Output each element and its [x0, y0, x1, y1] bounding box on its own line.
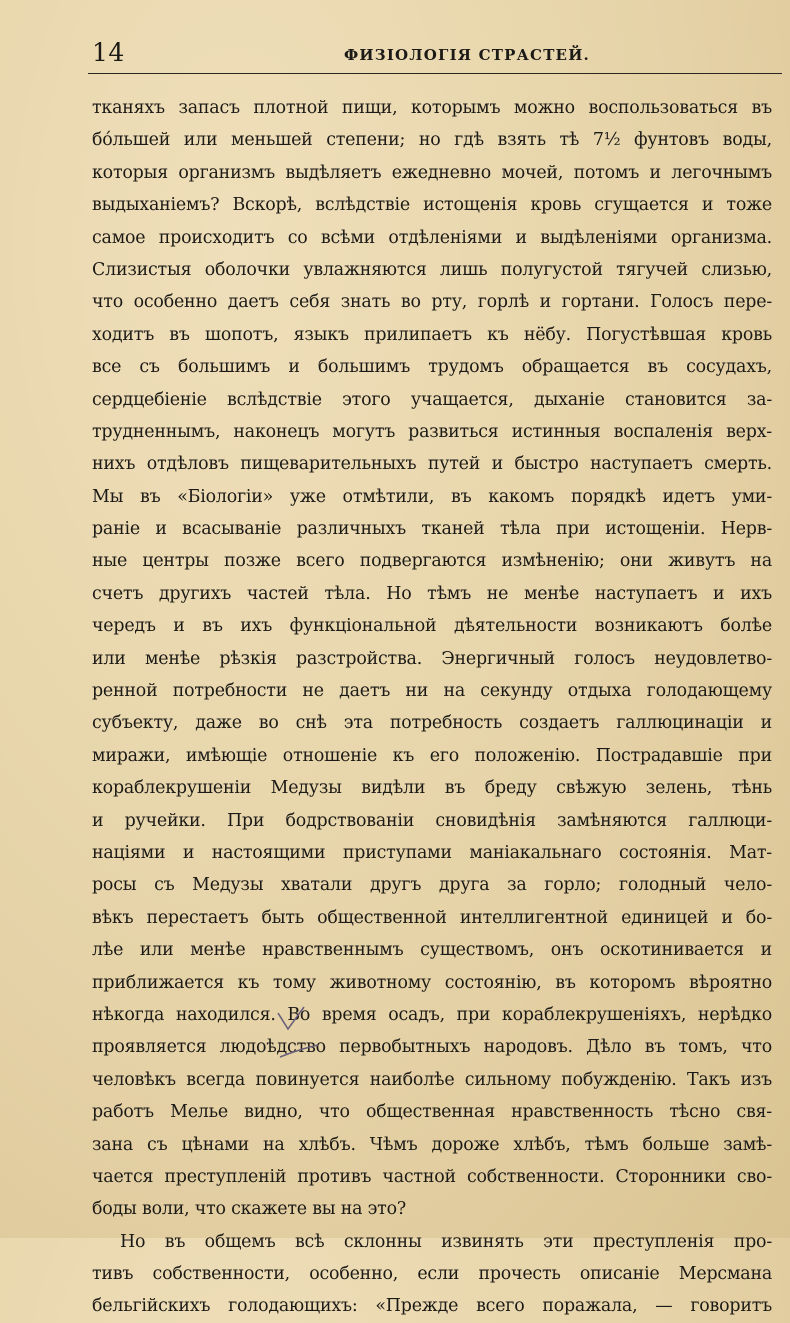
- pencil-annotation-mark: [270, 1005, 330, 1065]
- text-line: боды воли, что скажете вы на это?: [92, 1199, 406, 1220]
- text-line: счетъ другихъ частей тѣла. Но тѣмъ не менѣе наступаетъ и ихъ: [92, 583, 772, 604]
- text-line: работъ Мелье видно, что общественная нравственность тѣсно свя-: [92, 1102, 772, 1123]
- text-line: приближается къ тому животному состоянію, въ которомъ вѣроятно: [92, 972, 772, 993]
- text-line: ренной потребности не даетъ ни на секунду отдыха голодающему: [92, 681, 772, 702]
- text-line: бельгійскихъ голодающихъ: «Прежде всего поражала, — говоритъ: [92, 1296, 772, 1317]
- text-line: все съ большимъ и большимъ трудомъ обращается въ сосудахъ,: [92, 357, 772, 378]
- text-line: націями и настоящими приступами маніакальнаго состоянія. Мат-: [92, 842, 772, 863]
- text-line: бóльшей или меньшей степени; но гдѣ взять тѣ 7½ фунтовъ воды,: [92, 130, 772, 151]
- text-line: ные центры позже всего подвергаются измѣненію; они живутъ на: [92, 551, 772, 572]
- header-rule: [88, 73, 782, 74]
- text-line: субъекту, даже во снѣ эта потребность создаетъ галлюцинаціи и: [92, 713, 772, 734]
- text-line: раніе и всасываніе различныхъ тканей тѣла при истощеніи. Нерв-: [92, 519, 772, 540]
- text-line: проявляется людоѣдство первобытныхъ народовъ. Дѣло въ томъ, что: [92, 1037, 772, 1058]
- text-line: лѣе или менѣе нравственнымъ существомъ, онъ оскотинивается и: [92, 940, 772, 961]
- text-line: человѣкъ всегда повинуется наиболѣе сильному побужденію. Такъ изъ: [92, 1069, 772, 1090]
- text-line: нихъ отдѣловъ пищеварительныхъ путей и быстро наступаетъ смерть.: [92, 454, 772, 475]
- text-line: кораблекрушеніи Медузы видѣли въ бреду свѣжую зелень, тѣнь: [92, 778, 772, 799]
- running-head: [92, 38, 782, 72]
- text-line: зана съ цѣнами на хлѣбъ. Чѣмъ дороже хлѣбъ, тѣмъ больше замѣ-: [92, 1134, 772, 1155]
- text-line: или менѣе рѣзкія разстройства. Энергичный голосъ неудовлетво-: [92, 648, 772, 669]
- text-line: что особенно даетъ себя знать во рту, горлѣ и гортани. Голосъ пере-: [92, 292, 772, 313]
- text-line: миражи, имѣющіе отношеніе къ его положенію. Пострадавшіе при: [92, 745, 772, 766]
- text-line: чередъ и въ ихъ функціональной дѣятельности возникаютъ болѣе: [92, 616, 772, 637]
- text-line: которыя организмъ выдѣляетъ ежедневно мочей, потомъ и легочнымъ: [92, 162, 772, 183]
- text-line: самое происходитъ со всѣми отдѣленіями и выдѣленіями организма.: [92, 227, 772, 248]
- paragraph-start-line: Но въ общемъ всѣ склонны извинять эти преступленія про-: [120, 1231, 772, 1252]
- text-line: и ручейки. При бодрствованіи сновидѣнія замѣняются галлюци-: [92, 810, 772, 831]
- text-line: Мы въ «Біологіи» уже отмѣтили, въ какомъ порядкѣ идетъ уми-: [92, 486, 772, 507]
- text-line: чается преступленій противъ частной собственности. Сторонники сво-: [92, 1166, 772, 1187]
- text-line: ходитъ въ шопотъ, языкъ прилипаетъ къ нёбу. Погустѣвшая кровь: [92, 324, 772, 345]
- text-line: росы съ Медузы хватали другъ друга за горло; голодный чело-: [92, 875, 772, 896]
- text-line: трудненнымъ, наконецъ могутъ развиться истинныя воспаленія верх-: [92, 421, 772, 442]
- text-line: вѣкъ перестаетъ быть общественной интеллигентной единицей и бо-: [92, 907, 772, 928]
- page-number: 14: [92, 38, 125, 67]
- body-text: [92, 92, 772, 1323]
- text-line: тканяхъ запасъ плотной пищи, которымъ можно воспользоваться въ: [92, 98, 772, 118]
- text-line: сердцебіеніе вслѣдствіе этого учащается, дыханіе становится за-: [92, 389, 772, 410]
- text-line: тивъ собственности, особенно, если прочесть описаніе Мерсмана: [92, 1264, 772, 1285]
- text-line: Слизистыя оболочки увлажняются лишь полугустой тягучей слизью,: [92, 259, 772, 280]
- text-line: нѣкогда находился. Во время осадъ, при кораблекрушеніяхъ, нерѣдко: [92, 1004, 772, 1025]
- running-title: ФИЗІОЛОГІЯ СТРАСТЕЙ.: [344, 46, 590, 64]
- text-line: выдыханіемъ? Вскорѣ, вслѣдствіе истощенія кровь сгущается и тоже: [92, 195, 772, 216]
